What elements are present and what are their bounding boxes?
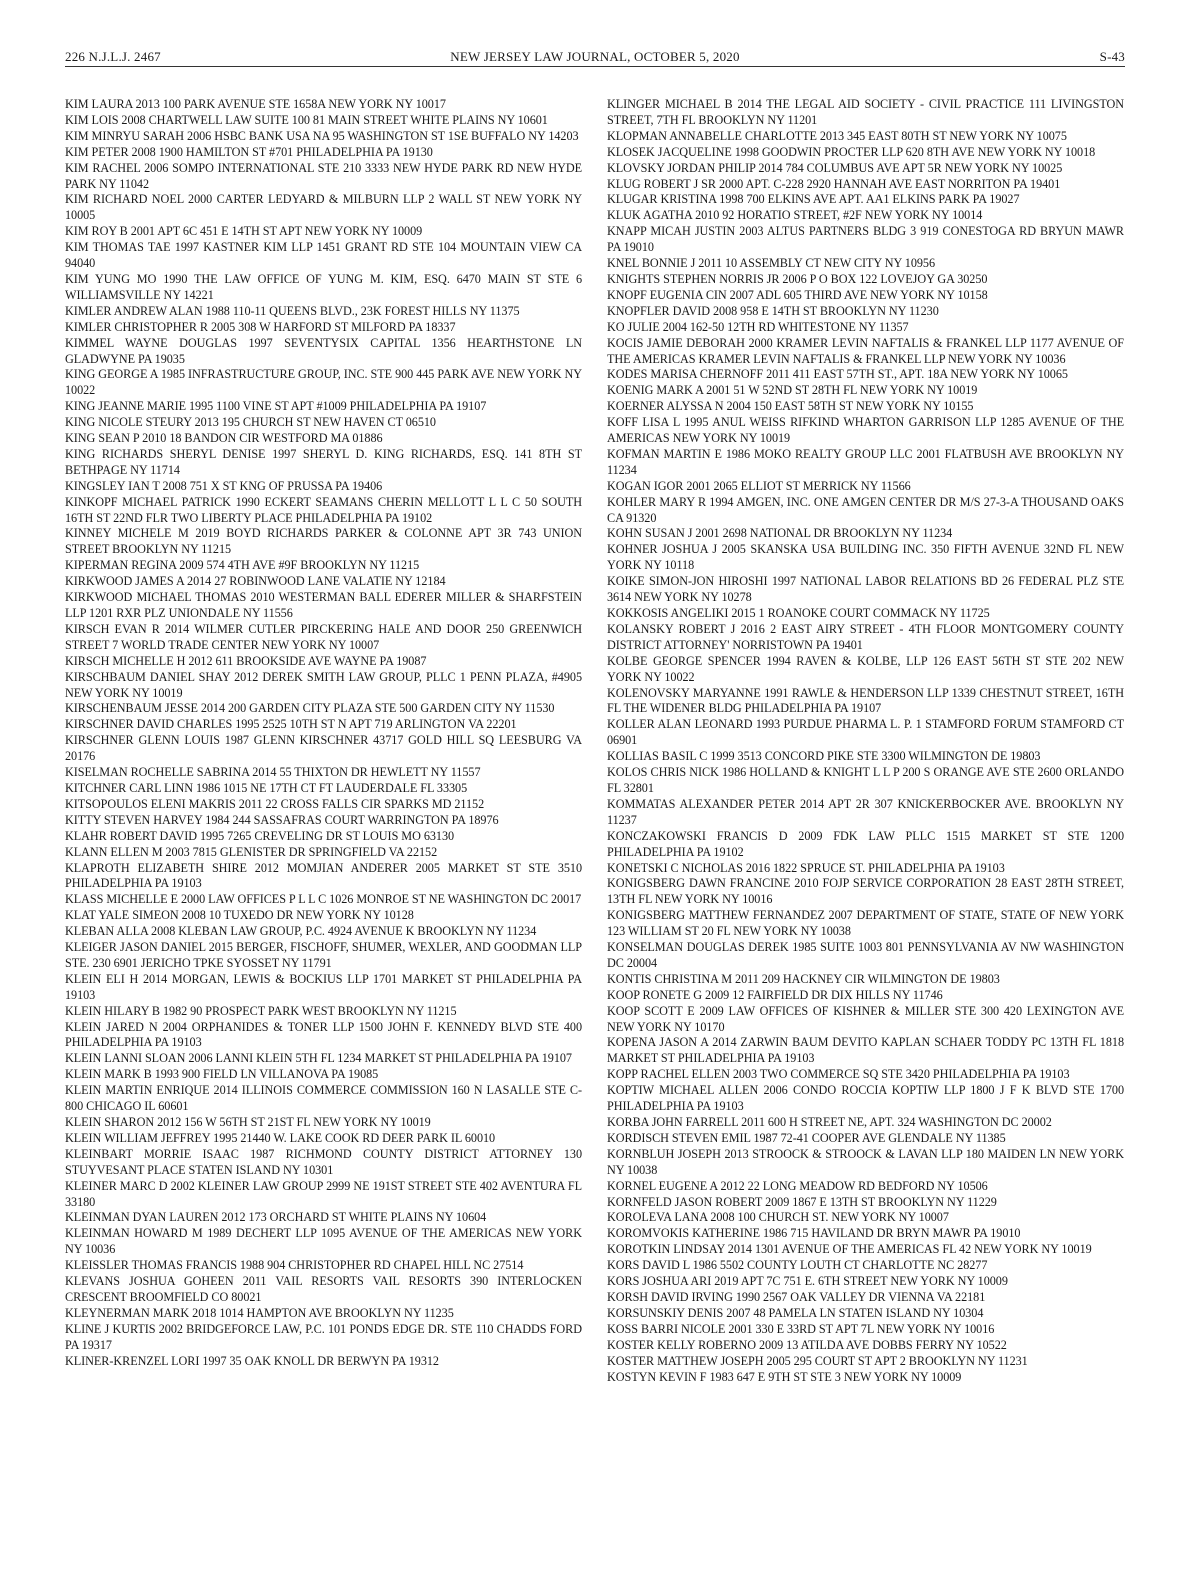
directory-entry: KLAHR ROBERT DAVID 1995 7265 CREVELING DR ST LOUIS MO 63130 xyxy=(65,828,455,843)
volume-citation: 226 N.J.L.J. 2467 xyxy=(65,49,161,64)
directory-entry: KLAPROTH ELIZABETH SHIRE 2012 MOMJIAN ANDERER 2005 MARKET ST STE 3510 PHILADELPHIA PA 19103 xyxy=(65,860,582,891)
directory-entry: KLEIN MARK B 1993 900 FIELD LN VILLANOVA PA 19085 xyxy=(65,1067,379,1082)
directory-entry: KONIGSBERG MATTHEW FERNANDEZ 2007 DEPARTMENT OF STATE, STATE OF NEW YORK 123 WILLIAM ST 20 FL NEW YORK NY 10038 xyxy=(607,908,1124,939)
directory-entry: KOLLER ALAN LEONARD 1993 PURDUE PHARMA L. P. 1 STAMFORD FORUM STAMFORD CT 06901 xyxy=(607,717,1124,748)
directory-entry: KLEIGER JASON DANIEL 2015 BERGER, FISCHOFF, SHUMER, WEXLER, AND GOODMAN LLP STE. 230 6901 JERICHO TPKE SYOSSET NY 11791 xyxy=(65,940,582,970)
directory-entry: KIM PETER 2008 1900 HAMILTON ST #701 PHILADELPHIA PA 19130 xyxy=(65,144,433,159)
directory-entry: KITTY STEVEN HARVEY 1984 244 SASSAFRAS COURT WARRINGTON PA 18976 xyxy=(65,812,499,827)
directory-entry: KIM RICHARD NOEL 2000 CARTER LEDYARD & MILBURN LLP 2 WALL ST NEW YORK NY 10005 xyxy=(65,192,582,223)
directory-entry: KINGSLEY IAN T 2008 751 X ST KNG OF PRUSSA PA 19406 xyxy=(65,478,383,493)
directory-entry: KORS DAVID L 1986 5502 COUNTY LOUTH CT CHARLOTTE NC 28277 xyxy=(607,1258,988,1273)
directory-entry: KING RICHARDS SHERYL DENISE 1997 SHERYL D. KING RICHARDS, ESQ. 141 8TH ST BETHPAGE NY 11714 xyxy=(65,446,582,477)
directory-entry: KORSH DAVID IRVING 1990 2567 OAK VALLEY DR VIENNA VA 22181 xyxy=(607,1289,986,1304)
directory-entry: KORNEL EUGENE A 2012 22 LONG MEADOW RD BEDFORD NY 10506 xyxy=(607,1178,988,1193)
directory-entry: KIRKWOOD MICHAEL THOMAS 2010 WESTERMAN BALL EDERER MILLER & SHARFSTEIN LLP 1201 RXR PLZ UNIONDALE NY 11556 xyxy=(65,590,582,620)
directory-entry: KITCHNER CARL LINN 1986 1015 NE 17TH CT FT LAUDERDALE FL 33305 xyxy=(65,780,468,795)
page-number: S-43 xyxy=(1099,49,1125,64)
directory-entry: KOLBE GEORGE SPENCER 1994 RAVEN & KOLBE, LLP 126 EAST 56TH ST STE 202 NEW YORK NY 10022 xyxy=(607,653,1124,684)
directory-entry: KOERNER ALYSSA N 2004 150 EAST 58TH ST NEW YORK NY 10155 xyxy=(607,399,974,414)
directory-entry: KLEIN SHARON 2012 156 W 56TH ST 21ST FL NEW YORK NY 10019 xyxy=(65,1115,431,1129)
directory-entry: KOPTIW MICHAEL ALLEN 2006 CONDO ROCCIA KOPTIW LLP 1800 J F K BLVD STE 1700 PHILADELPHIA PA 19103 xyxy=(607,1083,1124,1114)
left-column xyxy=(65,97,582,1370)
directory-entry: KIRSCHNER GLENN LOUIS 1987 GLENN KIRSCHNER 43717 GOLD HILL SQ LEESBURG VA 20176 xyxy=(65,733,582,764)
directory-entry: KIRSCHBAUM DANIEL SHAY 2012 DEREK SMITH LAW GROUP, PLLC 1 PENN PLAZA, #4905 NEW YORK NY 10019 xyxy=(65,669,582,700)
directory-entry: KORS JOSHUA ARI 2019 APT 7C 751 E. 6TH STREET NEW YORK NY 10009 xyxy=(607,1274,1008,1289)
directory-entry: KOENIG MARK A 2001 51 W 52ND ST 28TH FL NEW YORK NY 10019 xyxy=(607,383,978,398)
directory-entry: KORDISCH STEVEN EMIL 1987 72-41 COOPER AVE GLENDALE NY 11385 xyxy=(607,1130,1006,1145)
directory-entry: KOLANSKY ROBERT J 2016 2 EAST AIRY STREET - 4TH FLOOR MONTGOMERY COUNTY DISTRICT ATTORNEY' NORRISTOWN PA 19401 xyxy=(607,621,1124,652)
directory-entry: KIM LAURA 2013 100 PARK AVENUE STE 1658A NEW YORK NY 10017 xyxy=(65,97,446,111)
directory-entry: KOPENA JASON A 2014 ZARWIN BAUM DEVITO KAPLAN SCHAER TODDY PC 13TH FL 1818 MARKET ST PHILADELPHIA PA 19103 xyxy=(607,1035,1124,1066)
directory-entry: KLEIN MARTIN ENRIQUE 2014 ILLINOIS COMMERCE COMMISSION 160 N LASALLE STE C-800 CHICAGO IL 60601 xyxy=(65,1083,582,1114)
directory-entry: KO JULIE 2004 162-50 12TH RD WHITESTONE NY 11357 xyxy=(607,319,909,334)
directory-entry: KOLENOVSKY MARYANNE 1991 RAWLE & HENDERSON LLP 1339 CHESTNUT STREET, 16TH FL THE WIDENER BLDG PHILADELPHIA PA 19107 xyxy=(607,685,1124,716)
directory-entry: KIM THOMAS TAE 1997 KASTNER KIM LLP 1451 GRANT RD STE 104 MOUNTAIN VIEW CA 94040 xyxy=(65,240,582,271)
directory-entry: KLEINMAN DYAN LAUREN 2012 173 ORCHARD ST WHITE PLAINS NY 10604 xyxy=(65,1210,487,1225)
directory-entry: KING SEAN P 2010 18 BANDON CIR WESTFORD MA 01886 xyxy=(65,431,383,446)
directory-entry: KIMMEL WAYNE DOUGLAS 1997 SEVENTYSIX CAPITAL 1356 HEARTHSTONE LN GLADWYNE PA 19035 xyxy=(65,335,582,366)
right-column xyxy=(607,97,1124,1385)
directory-entry: KONTIS CHRISTINA M 2011 209 HACKNEY CIR WILMINGTON DE 19803 xyxy=(607,971,1000,986)
directory-entry: KNEL BONNIE J 2011 10 ASSEMBLY CT NEW CITY NY 10956 xyxy=(607,256,935,271)
directory-entry: KIMLER CHRISTOPHER R 2005 308 W HARFORD ST MILFORD PA 18337 xyxy=(65,319,456,334)
directory-entry: KING JEANNE MARIE 1995 1100 VINE ST APT #1009 PHILADELPHIA PA 19107 xyxy=(65,399,487,414)
directory-entry: KLEINMAN HOWARD M 1989 DECHERT LLP 1095 AVENUE OF THE AMERICAS NEW YORK NY 10036 xyxy=(65,1226,582,1257)
directory-entry: KNOPF EUGENIA CIN 2007 ADL 605 THIRD AVE NEW YORK NY 10158 xyxy=(607,287,988,302)
directory-entry: KLEIN WILLIAM JEFFREY 1995 21440 W. LAKE COOK RD DEER PARK IL 60010 xyxy=(65,1130,496,1145)
directory-entry: KLINE J KURTIS 2002 BRIDGEFORCE LAW, P.C. 101 PONDS EDGE DR. STE 110 CHADDS FORD PA 19317 xyxy=(65,1321,582,1352)
directory-entry: KINKOPF MICHAEL PATRICK 1990 ECKERT SEAMANS CHERIN MELLOTT L L C 50 SOUTH 16TH ST 22ND FLR TWO LIBERTY PLACE PHILADELPHIA PA 19102 xyxy=(65,494,582,525)
directory-entry: KORSUNSKIY DENIS 2007 48 PAMELA LN STATEN ISLAND NY 10304 xyxy=(607,1305,984,1320)
directory-entry: KOSTER MATTHEW JOSEPH 2005 295 COURT ST APT 2 BROOKLYN NY 11231 xyxy=(607,1353,1028,1368)
directory-entry: KOOP SCOTT E 2009 LAW OFFICES OF KISHNER & MILLER STE 300 420 LEXINGTON AVE NEW YORK NY 10170 xyxy=(607,1003,1124,1034)
directory-entry: KORNBLUH JOSEPH 2013 STROOCK & STROOCK & LAVAN LLP 180 MAIDEN LN NEW YORK NY 10038 xyxy=(607,1146,1124,1177)
directory-entry: KOIKE SIMON-JON HIROSHI 1997 NATIONAL LABOR RELATIONS BD 26 FEDERAL PLZ STE 3614 NEW YORK NY 10278 xyxy=(607,574,1124,605)
directory-entry: KOPP RACHEL ELLEN 2003 TWO COMMERCE SQ STE 3420 PHILADELPHIA PA 19103 xyxy=(607,1067,1070,1082)
page-header xyxy=(65,48,1125,67)
directory-entry: KIM YUNG MO 1990 THE LAW OFFICE OF YUNG M. KIM, ESQ. 6470 MAIN ST STE 6 WILLIAMSVILLE NY 14221 xyxy=(65,271,582,302)
directory-entry: KODES MARISA CHERNOFF 2011 411 EAST 57TH ST., APT. 18A NEW YORK NY 10065 xyxy=(607,367,1068,382)
directory-entry: KING NICOLE STEURY 2013 195 CHURCH ST NEW HAVEN CT 06510 xyxy=(65,415,436,430)
directory-entry: KONETSKI C NICHOLAS 2016 1822 SPRUCE ST. PHILADELPHIA PA 19103 xyxy=(607,860,1005,875)
directory-entry: KITSOPOULOS ELENI MAKRIS 2011 22 CROSS FALLS CIR SPARKS MD 21152 xyxy=(65,796,485,811)
directory-entry: KLINER-KRENZEL LORI 1997 35 OAK KNOLL DR BERWYN PA 19312 xyxy=(65,1353,439,1368)
directory-entry: KOGAN IGOR 2001 2065 ELLIOT ST MERRICK NY 11566 xyxy=(607,478,911,493)
directory-entry: KLAT YALE SIMEON 2008 10 TUXEDO DR NEW YORK NY 10128 xyxy=(65,908,414,923)
directory-entry: KOCIS JAMIE DEBORAH 2000 KRAMER LEVIN NAFTALIS & FRANKEL LLP 1177 AVENUE OF THE AMERICAS KRAMER LEVIN NAFTALIS & FRANKEL LLP NEW YORK NY 10036 xyxy=(607,335,1124,366)
directory-entry: KLEBAN ALLA 2008 KLEBAN LAW GROUP, P.C. 4924 AVENUE K BROOKLYN NY 11234 xyxy=(65,924,537,939)
directory-entry: KIRKWOOD JAMES A 2014 27 ROBINWOOD LANE VALATIE NY 12184 xyxy=(65,574,446,589)
directory-entry: KONSELMAN DOUGLAS DEREK 1985 SUITE 1003 801 PENNSYLVANIA AV NW WASHINGTON DC 20004 xyxy=(607,940,1124,970)
directory-entry: KLEIN JARED N 2004 ORPHANIDES & TONER LLP 1500 JOHN F. KENNEDY BLVD STE 400 PHILADELPHIA PA 19103 xyxy=(65,1019,582,1050)
directory-entry: KONCZAKOWSKI FRANCIS D 2009 FDK LAW PLLC 1515 MARKET ST STE 1200 PHILADELPHIA PA 19102 xyxy=(607,828,1124,859)
directory-entry: KIPERMAN REGINA 2009 574 4TH AVE #9F BROOKLYN NY 11215 xyxy=(65,558,420,573)
directory-entry: KIM MINRYU SARAH 2006 HSBC BANK USA NA 95 WASHINGTON ST 1SE BUFFALO NY 14203 xyxy=(65,128,579,143)
directory-entry: KIRSCH MICHELLE H 2012 611 BROOKSIDE AVE WAYNE PA 19087 xyxy=(65,653,427,668)
directory-entry: KOHLER MARY R 1994 AMGEN, INC. ONE AMGEN CENTER DR M/S 27-3-A THOUSAND OAKS CA 91320 xyxy=(607,494,1124,525)
directory-entry: KLEISSLER THOMAS FRANCIS 1988 904 CHRISTOPHER RD CHAPEL HILL NC 27514 xyxy=(65,1258,524,1273)
directory-entry: KLASS MICHELLE E 2000 LAW OFFICES P L L C 1026 MONROE ST NE WASHINGTON DC 20017 xyxy=(65,892,582,907)
directory-entry: KNIGHTS STEPHEN NORRIS JR 2006 P O BOX 122 LOVEJOY GA 30250 xyxy=(607,271,988,286)
directory-entry: KLEVANS JOSHUA GOHEEN 2011 VAIL RESORTS VAIL RESORTS 390 INTERLOCKEN CRESCENT BROOMFIELD CO 80021 xyxy=(65,1274,582,1304)
directory-entry: KOLOS CHRIS NICK 1986 HOLLAND & KNIGHT L L P 200 S ORANGE AVE STE 2600 ORLANDO FL 32801 xyxy=(607,765,1124,795)
directory-entry: KIRSCHENBAUM JESSE 2014 200 GARDEN CITY PLAZA STE 500 GARDEN CITY NY 11530 xyxy=(65,701,555,716)
directory-entry: KOFMAN MARTIN E 1986 MOKO REALTY GROUP LLC 2001 FLATBUSH AVE BROOKLYN NY 11234 xyxy=(607,446,1124,477)
directory-entry: KNAPP MICAH JUSTIN 2003 ALTUS PARTNERS BLDG 3 919 CONESTOGA RD BRYUN MAWR PA 19010 xyxy=(607,224,1124,255)
directory-entry: KOROTKIN LINDSAY 2014 1301 AVENUE OF THE AMERICAS FL 42 NEW YORK NY 10019 xyxy=(607,1242,1092,1257)
directory-entry: KIM ROY B 2001 APT 6C 451 E 14TH ST APT NEW YORK NY 10009 xyxy=(65,224,423,239)
directory-entry: KOSTER KELLY ROBERNO 2009 13 ATILDA AVE DOBBS FERRY NY 10522 xyxy=(607,1337,1007,1352)
directory-entry: KORNFELD JASON ROBERT 2009 1867 E 13TH ST BROOKLYN NY 11229 xyxy=(607,1194,997,1209)
directory-entry: KOROLEVA LANA 2008 100 CHURCH ST. NEW YORK NY 10007 xyxy=(607,1210,949,1225)
directory-entry: KOHNER JOSHUA J 2005 SKANSKA USA BUILDING INC. 350 FIFTH AVENUE 32ND FL NEW YORK NY 10118 xyxy=(607,542,1124,573)
directory-entry: KLUGAR KRISTINA 1998 700 ELKINS AVE APT. AA1 ELKINS PARK PA 19027 xyxy=(607,192,1020,207)
directory-entry: KOSTYN KEVIN F 1983 647 E 9TH ST STE 3 NEW YORK NY 10009 xyxy=(607,1369,962,1384)
directory-entry: KLUG ROBERT J SR 2000 APT. C-228 2920 HANNAH AVE EAST NORRITON PA 19401 xyxy=(607,176,1061,191)
directory-entry: KIRSCHNER DAVID CHARLES 1995 2525 10TH ST N APT 719 ARLINGTON VA 22201 xyxy=(65,717,517,732)
directory-entry: KOKKOSIS ANGELIKI 2015 1 ROANOKE COURT COMMACK NY 11725 xyxy=(607,606,990,620)
directory-entry: KLEIN LANNI SLOAN 2006 LANNI KLEIN 5TH FL 1234 MARKET ST PHILADELPHIA PA 19107 xyxy=(65,1051,572,1066)
directory-entry: KING GEORGE A 1985 INFRASTRUCTURE GROUP, INC. STE 900 445 PARK AVE NEW YORK NY 10022 xyxy=(65,367,582,398)
directory-entry: KLEIN ELI H 2014 MORGAN, LEWIS & BOCKIUS LLP 1701 MARKET ST PHILADELPHIA PA 19103 xyxy=(65,971,582,1002)
directory-entry: KOSS BARRI NICOLE 2001 330 E 33RD ST APT 7L NEW YORK NY 10016 xyxy=(607,1321,995,1336)
directory-entry: KLOVSKY JORDAN PHILIP 2014 784 COLUMBUS AVE APT 5R NEW YORK NY 10025 xyxy=(607,160,1063,175)
directory-entry: KLEIN HILARY B 1982 90 PROSPECT PARK WEST BROOKLYN NY 11215 xyxy=(65,1003,457,1018)
directory-entry: KONIGSBERG DAWN FRANCINE 2010 FOJP SERVICE CORPORATION 28 EAST 28TH STREET, 13TH FL NEW YORK NY 10016 xyxy=(607,876,1124,907)
publication-title: NEW JERSEY LAW JOURNAL, OCTOBER 5, 2020 xyxy=(450,49,740,64)
directory-entry: KOFF LISA L 1995 ANUL WEISS RIFKIND WHARTON GARRISON LLP 1285 AVENUE OF THE AMERICAS NEW YORK NY 10019 xyxy=(607,415,1124,446)
directory-entry: KOROMVOKIS KATHERINE 1986 715 HAVILAND DR BRYN MAWR PA 19010 xyxy=(607,1226,1021,1241)
directory-entry: KLOPMAN ANNABELLE CHARLOTTE 2013 345 EAST 80TH ST NEW YORK NY 10075 xyxy=(607,128,1067,143)
directory-entry: KINNEY MICHELE M 2019 BOYD RICHARDS PARKER & COLONNE APT 3R 743 UNION STREET BROOKLYN NY 11215 xyxy=(65,526,582,557)
directory-entry: KIRSCH EVAN R 2014 WILMER CUTLER PIRCKERING HALE AND DOOR 250 GREENWICH STREET 7 WORLD TRADE CENTER NEW YORK NY 10007 xyxy=(65,621,582,652)
directory-entry: KNOPFLER DAVID 2008 958 E 14TH ST BROOKLYN NY 11230 xyxy=(607,303,939,318)
directory-entry: KLANN ELLEN M 2003 7815 GLENISTER DR SPRINGFIELD VA 22152 xyxy=(65,844,438,859)
directory-entry: KOHN SUSAN J 2001 2698 NATIONAL DR BROOKLYN NY 11234 xyxy=(607,526,953,541)
directory-entry: KOMMATAS ALEXANDER PETER 2014 APT 2R 307 KNICKERBOCKER AVE. BROOKLYN NY 11237 xyxy=(607,796,1124,827)
directory-entry: KLEINER MARC D 2002 KLEINER LAW GROUP 2999 NE 191ST STREET STE 402 AVENTURA FL 33180 xyxy=(65,1178,582,1209)
directory-entry: KIM LOIS 2008 CHARTWELL LAW SUITE 100 81 MAIN STREET WHITE PLAINS NY 10601 xyxy=(65,112,548,127)
directory-entry: KLEINBART MORRIE ISAAC 1987 RICHMOND COUNTY DISTRICT ATTORNEY 130 STUYVESANT PLACE STATEN ISLAND NY 10301 xyxy=(65,1146,582,1177)
directory-entry: KLINGER MICHAEL B 2014 THE LEGAL AID SOCIETY - CIVIL PRACTICE 111 LIVINGSTON STREET, 7TH FL BROOKLYN NY 11201 xyxy=(607,97,1124,127)
directory-entry: KOLLIAS BASIL C 1999 3513 CONCORD PIKE STE 3300 WILMINGTON DE 19803 xyxy=(607,749,1041,764)
directory-entry: KOOP RONETE G 2009 12 FAIRFIELD DR DIX HILLS NY 11746 xyxy=(607,987,943,1002)
directory-entry: KORBA JOHN FARRELL 2011 600 H STREET NE, APT. 324 WASHINGTON DC 20002 xyxy=(607,1115,1052,1129)
directory-entry: KIM RACHEL 2006 SOMPO INTERNATIONAL STE 210 3333 NEW HYDE PARK RD NEW HYDE PARK NY 11042 xyxy=(65,160,582,191)
directory-entry: KLEYNERMAN MARK 2018 1014 HAMPTON AVE BROOKLYN NY 11235 xyxy=(65,1305,454,1320)
directory-entry: KISELMAN ROCHELLE SABRINA 2014 55 THIXTON DR HEWLETT NY 11557 xyxy=(65,765,481,780)
directory-entry: KIMLER ANDREW ALAN 1988 110-11 QUEENS BLVD., 23K FOREST HILLS NY 11375 xyxy=(65,303,520,318)
directory-entry: KLUK AGATHA 2010 92 HORATIO STREET, #2F NEW YORK NY 10014 xyxy=(607,208,983,223)
directory-entry: KLOSEK JACQUELINE 1998 GOODWIN PROCTER LLP 620 8TH AVE NEW YORK NY 10018 xyxy=(607,144,1096,159)
